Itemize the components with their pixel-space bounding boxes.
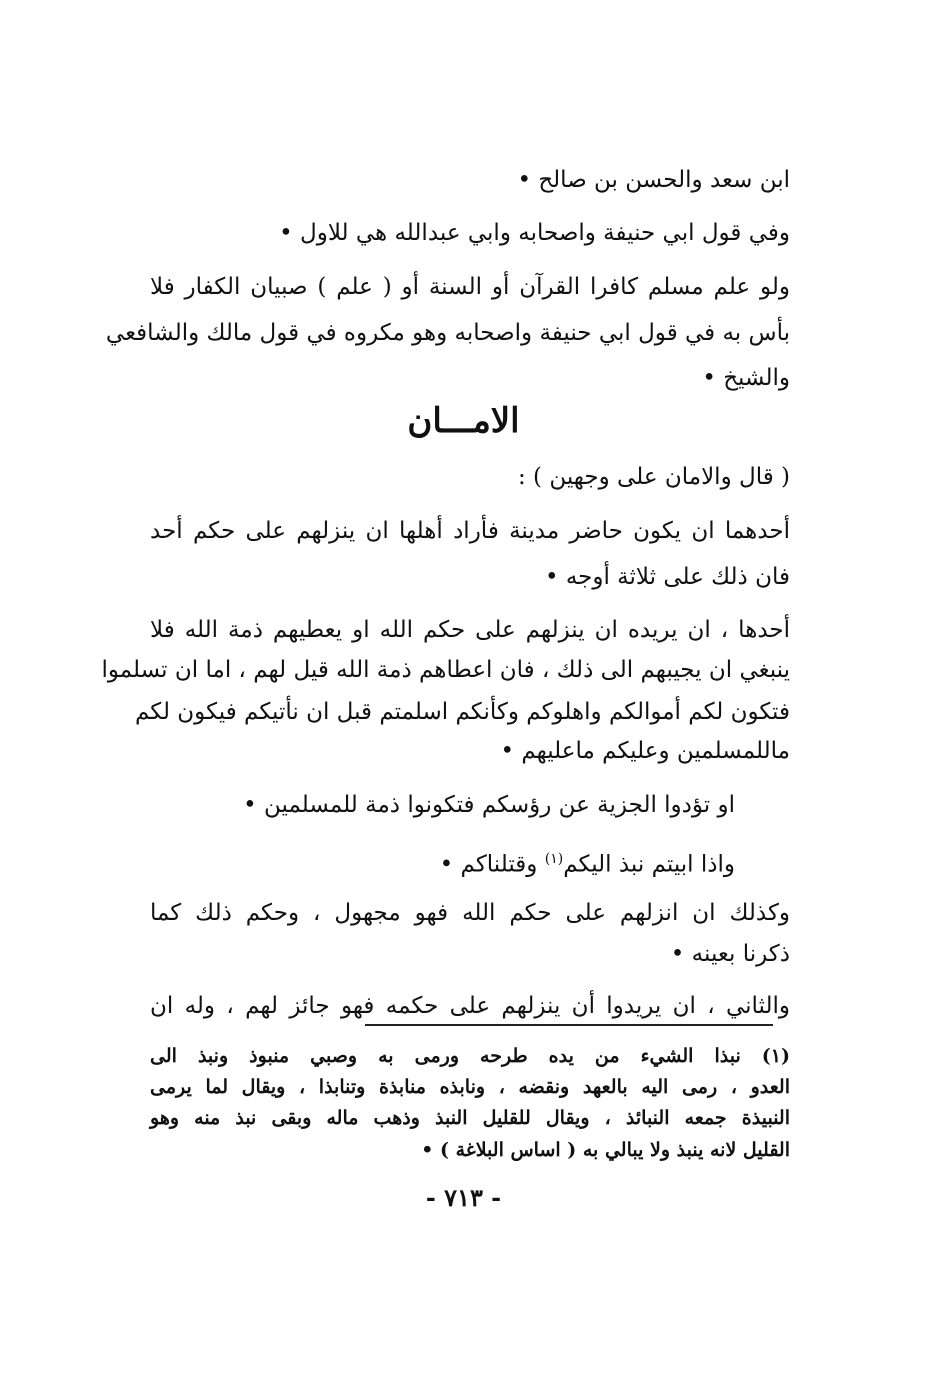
footnote-line: النبيذة جمعه النبائذ ، ويقال للقليل النبذ وذهب ماله وبقى نبذ منه وهو [150,1107,790,1129]
page-number: - ٧١٣ - [425,1183,502,1212]
text-line: او تؤدوا الجزية عن رؤسكم فتكونوا ذمة للمسلمين • [243,792,735,818]
text-line: ( قال والامان على وجهين ) : [518,464,790,490]
text-line: ينبغي ان يجيبهم الى ذلك ، فان اعطاهم ذمة الله قيل لهم ، اما ان تسلموا [101,657,790,683]
text-line: ماللمسلمين وعليكم ماعليهم • [500,738,790,764]
text-segment: واذا ابيتم نبذ اليكم [563,851,735,878]
text-line: وكذلك ان انزلهم على حكم الله فهو مجهول ، وحكم ذلك كما [150,900,790,926]
text-line: والشيخ • [702,365,790,391]
footnote-line: (١) نبذا الشيء من يده طرحه ورمى به وصبي منبوذ ونبذ الى [150,1045,790,1067]
text-line: ذكرنا بعينه • [670,941,790,967]
text-line: وفي قول ابي حنيفة واصحابه وابي عبدالله هي للاول • [279,220,790,246]
footnote-line: القليل لانه ينبذ ولا يبالي به ( اساس البلاغة ) • [421,1139,790,1161]
footnote-divider [365,1024,773,1026]
text-line: فان ذلك على ثلاثة أوجه • [544,564,790,590]
text-line: ولو علم مسلم كافرا القرآن أو السنة أو ( علم ) صبيان الكفار فلا [150,274,790,300]
text-line: أحدهما ان يكون حاضر مدينة فأراد أهلها ان ينزلهم على حكم أحد [150,518,790,544]
text-segment: وقتلناكم • [439,851,545,878]
footnotes [150,1040,790,1180]
footnote-line: العدو ، رمى اليه بالعهد ونقضه ، ونابذه منابذة وتنابذا ، ويقال لما يرمى [150,1076,790,1098]
text-line: أحدها ، ان يريده ان ينزلهم على حكم الله او يعطيهم ذمة الله فلا [150,617,790,643]
text-line: ابن سعد والحسن بن صالح • [517,167,790,193]
text-line: بأس به في قول ابي حنيفة واصحابه وهو مكروه في قول مالك والشافعي [105,320,790,346]
text-line: فتكون لكم أموالكم واهلوكم وكأنكم اسلمتم قبل ان نأتيكم فيكون لكم [134,699,790,725]
text-line [150,839,790,879]
text-line: والثاني ، ان يريدوا أن ينزلهم على حكمه فهو جائز لهم ، وله ان [150,993,790,1019]
section-heading: الامـــان [407,401,520,441]
footnote-marker: (١) [544,851,564,867]
main-text [101,0,790,1376]
